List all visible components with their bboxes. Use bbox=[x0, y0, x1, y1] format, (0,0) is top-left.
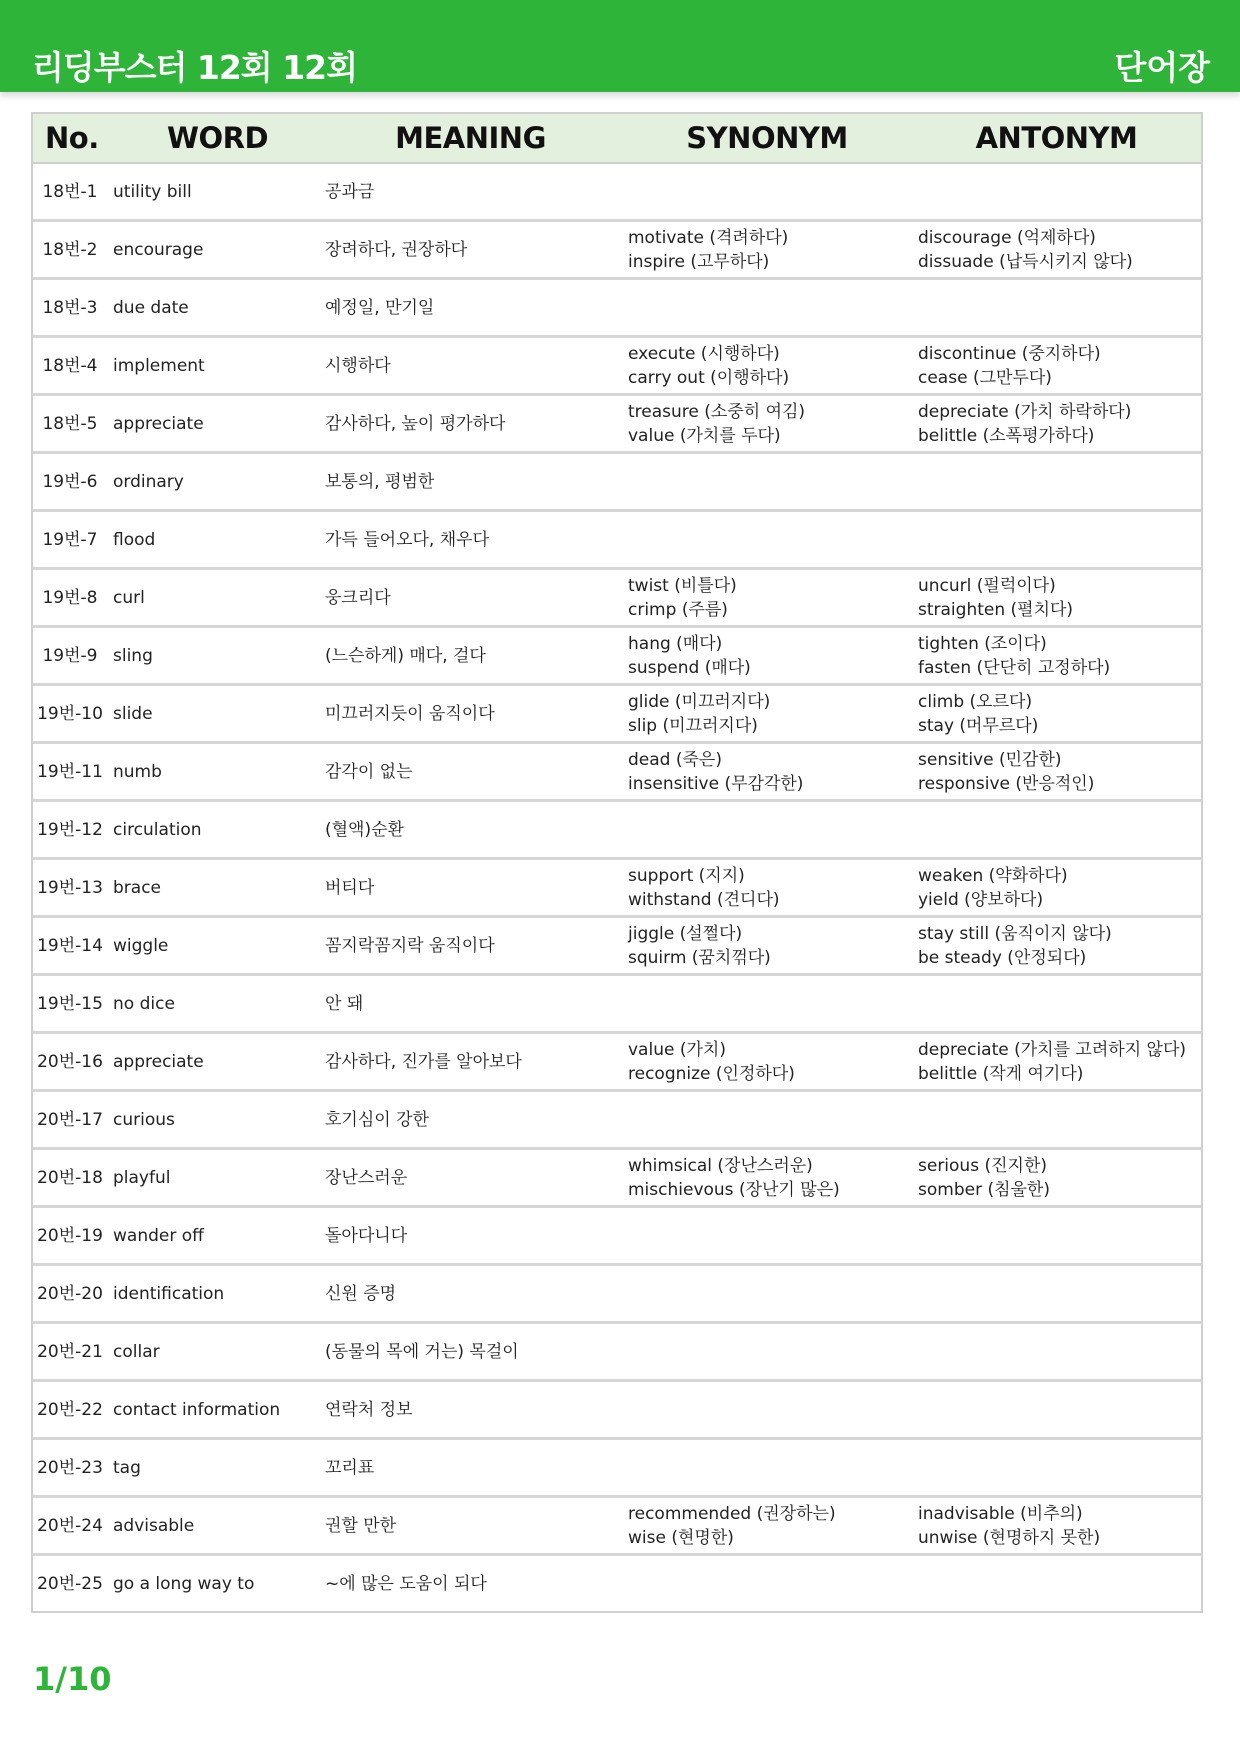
word-cell: curious bbox=[107, 1091, 319, 1149]
word-cell: circulation bbox=[107, 801, 319, 859]
row-number: 18번-3 bbox=[33, 279, 107, 337]
antonym-cell bbox=[912, 1033, 1201, 1091]
meaning-cell: 호기심이 강한 bbox=[319, 1091, 622, 1149]
table-row bbox=[33, 279, 1201, 337]
antonym-cell bbox=[912, 453, 1201, 511]
antonym-entry: climb (오르다) bbox=[918, 691, 1033, 712]
row-number: 20번-21 bbox=[33, 1323, 107, 1381]
antonym-entry: belittle (소폭평가하다) bbox=[918, 425, 1095, 446]
synonym-cell bbox=[622, 627, 912, 685]
antonym-cell bbox=[912, 1091, 1201, 1149]
page-number: 1/10 bbox=[33, 1660, 112, 1698]
synonym-entry: squirm (꿈치꺾다) bbox=[628, 947, 771, 968]
word-cell: playful bbox=[107, 1149, 319, 1207]
synonym-cell bbox=[622, 801, 912, 859]
antonym-cell bbox=[912, 1497, 1201, 1555]
row-number: 20번-20 bbox=[33, 1265, 107, 1323]
word-cell: utility bill bbox=[107, 163, 319, 221]
meaning-cell: 장려하다, 권장하다 bbox=[319, 221, 622, 279]
meaning-cell: 예정일, 만기일 bbox=[319, 279, 622, 337]
synonym-entry: value (가치를 두다) bbox=[628, 425, 781, 446]
synonym-entry: value (가치) bbox=[628, 1039, 726, 1060]
row-number: 18번-4 bbox=[33, 337, 107, 395]
antonym-cell bbox=[912, 337, 1201, 395]
antonym-entry: serious (진지한) bbox=[918, 1155, 1047, 1176]
synonym-cell bbox=[622, 221, 912, 279]
antonym-entry: unwise (현명하지 못한) bbox=[918, 1527, 1101, 1548]
table-row bbox=[33, 917, 1201, 975]
antonym-cell bbox=[912, 569, 1201, 627]
antonym-entry: cease (그만두다) bbox=[918, 367, 1052, 388]
table-row bbox=[33, 1149, 1201, 1207]
meaning-cell: 감사하다, 높이 평가하다 bbox=[319, 395, 622, 453]
meaning-cell: 안 돼 bbox=[319, 975, 622, 1033]
row-number: 19번-12 bbox=[33, 801, 107, 859]
synonym-cell bbox=[622, 1149, 912, 1207]
meaning-cell: 감사하다, 진가를 알아보다 bbox=[319, 1033, 622, 1091]
synonym-entry: withstand (견디다) bbox=[628, 889, 780, 910]
word-cell: implement bbox=[107, 337, 319, 395]
word-cell: sling bbox=[107, 627, 319, 685]
meaning-cell: (동물의 목에 거는) 목걸이 bbox=[319, 1323, 622, 1381]
row-number: 20번-17 bbox=[33, 1091, 107, 1149]
row-number: 19번-13 bbox=[33, 859, 107, 917]
antonym-entry: uncurl (펄럭이다) bbox=[918, 575, 1056, 596]
vocabulary-table-container bbox=[31, 112, 1203, 1613]
page-title: 리딩부스터 12회 12회 bbox=[32, 48, 357, 87]
table-row bbox=[33, 163, 1201, 221]
meaning-cell: 웅크리다 bbox=[319, 569, 622, 627]
meaning-cell: 공과금 bbox=[319, 163, 622, 221]
synonym-cell bbox=[622, 279, 912, 337]
meaning-cell: 돌아다니다 bbox=[319, 1207, 622, 1265]
antonym-cell bbox=[912, 511, 1201, 569]
antonym-cell bbox=[912, 395, 1201, 453]
meaning-cell: (혈액)순환 bbox=[319, 801, 622, 859]
synonym-cell bbox=[622, 1439, 912, 1497]
synonym-entry: jiggle (설쩔다) bbox=[628, 923, 743, 944]
meaning-cell: 장난스러운 bbox=[319, 1149, 622, 1207]
antonym-cell bbox=[912, 801, 1201, 859]
row-number: 19번-10 bbox=[33, 685, 107, 743]
synonym-cell bbox=[622, 337, 912, 395]
row-number: 20번-23 bbox=[33, 1439, 107, 1497]
synonym-cell bbox=[622, 1207, 912, 1265]
synonym-cell bbox=[622, 1555, 912, 1612]
antonym-entry: responsive (반응적인) bbox=[918, 773, 1095, 794]
antonym-cell bbox=[912, 685, 1201, 743]
antonym-entry: somber (침울한) bbox=[918, 1179, 1050, 1200]
synonym-entry: treasure (소중히 여김) bbox=[628, 401, 806, 422]
antonym-entry: discourage (억제하다) bbox=[918, 227, 1096, 248]
table-body bbox=[33, 163, 1201, 1611]
meaning-cell: 버티다 bbox=[319, 859, 622, 917]
word-cell: encourage bbox=[107, 221, 319, 279]
antonym-entry: tighten (조이다) bbox=[918, 633, 1047, 654]
antonym-cell bbox=[912, 279, 1201, 337]
antonym-entry: depreciate (가치 하락하다) bbox=[918, 401, 1132, 422]
column-header-word: WORD bbox=[107, 114, 319, 163]
word-cell: slide bbox=[107, 685, 319, 743]
synonym-entry: crimp (주름) bbox=[628, 599, 728, 620]
synonym-entry: twist (비틀다) bbox=[628, 575, 737, 596]
table-row bbox=[33, 743, 1201, 801]
row-number: 19번-8 bbox=[33, 569, 107, 627]
table-row bbox=[33, 395, 1201, 453]
antonym-entry: stay still (움직이지 않다) bbox=[918, 923, 1112, 944]
antonym-cell bbox=[912, 743, 1201, 801]
synonym-entry: execute (시행하다) bbox=[628, 343, 780, 364]
word-cell: due date bbox=[107, 279, 319, 337]
synonym-entry: motivate (격려하다) bbox=[628, 227, 789, 248]
synonym-entry: suspend (매다) bbox=[628, 657, 751, 678]
synonym-entry: carry out (이행하다) bbox=[628, 367, 790, 388]
synonym-cell bbox=[622, 1265, 912, 1323]
row-number: 20번-24 bbox=[33, 1497, 107, 1555]
meaning-cell: 연락처 정보 bbox=[319, 1381, 622, 1439]
antonym-cell bbox=[912, 1381, 1201, 1439]
antonym-entry: inadvisable (비추의) bbox=[918, 1503, 1083, 1524]
table-row bbox=[33, 1439, 1201, 1497]
synonym-cell bbox=[622, 569, 912, 627]
meaning-cell: 꼼지락꼼지락 움직이다 bbox=[319, 917, 622, 975]
synonym-cell bbox=[622, 511, 912, 569]
synonym-cell bbox=[622, 163, 912, 221]
synonym-cell bbox=[622, 859, 912, 917]
word-cell: collar bbox=[107, 1323, 319, 1381]
antonym-cell bbox=[912, 975, 1201, 1033]
antonym-entry: straighten (펼치다) bbox=[918, 599, 1074, 620]
meaning-cell: 신원 증명 bbox=[319, 1265, 622, 1323]
row-number: 20번-22 bbox=[33, 1381, 107, 1439]
table-row bbox=[33, 975, 1201, 1033]
synonym-cell bbox=[622, 395, 912, 453]
row-number: 19번-9 bbox=[33, 627, 107, 685]
row-number: 20번-18 bbox=[33, 1149, 107, 1207]
vocabulary-label: 단어장 bbox=[1114, 48, 1210, 87]
antonym-cell bbox=[912, 917, 1201, 975]
synonym-cell bbox=[622, 1033, 912, 1091]
synonym-entry: glide (미끄러지다) bbox=[628, 691, 771, 712]
table-row bbox=[33, 859, 1201, 917]
vocabulary-table bbox=[33, 114, 1201, 1611]
synonym-cell bbox=[622, 685, 912, 743]
synonym-cell bbox=[622, 975, 912, 1033]
meaning-cell: 꼬리표 bbox=[319, 1439, 622, 1497]
word-cell: wiggle bbox=[107, 917, 319, 975]
table-row bbox=[33, 685, 1201, 743]
row-number: 19번-7 bbox=[33, 511, 107, 569]
antonym-cell bbox=[912, 1323, 1201, 1381]
antonym-cell bbox=[912, 1207, 1201, 1265]
column-header-meaning: MEANING bbox=[319, 114, 622, 163]
antonym-entry: depreciate (가치를 고려하지 않다) bbox=[918, 1039, 1187, 1060]
word-cell: brace bbox=[107, 859, 319, 917]
word-cell: tag bbox=[107, 1439, 319, 1497]
synonym-cell bbox=[622, 743, 912, 801]
synonym-entry: dead (죽은) bbox=[628, 749, 722, 770]
synonym-entry: slip (미끄러지다) bbox=[628, 715, 758, 736]
synonym-entry: hang (매다) bbox=[628, 633, 723, 654]
antonym-entry: stay (머무르다) bbox=[918, 715, 1039, 736]
word-cell: wander off bbox=[107, 1207, 319, 1265]
table-row bbox=[33, 221, 1201, 279]
meaning-cell: 권할 만한 bbox=[319, 1497, 622, 1555]
table-row bbox=[33, 801, 1201, 859]
synonym-cell bbox=[622, 1091, 912, 1149]
table-header bbox=[33, 114, 1201, 163]
word-cell: contact information bbox=[107, 1381, 319, 1439]
antonym-entry: belittle (작게 여기다) bbox=[918, 1063, 1084, 1084]
table-row bbox=[33, 337, 1201, 395]
antonym-entry: dissuade (납득시키지 않다) bbox=[918, 251, 1133, 272]
row-number: 18번-2 bbox=[33, 221, 107, 279]
meaning-cell: 보통의, 평범한 bbox=[319, 453, 622, 511]
synonym-cell bbox=[622, 1497, 912, 1555]
word-cell: go a long way to bbox=[113, 1573, 255, 1594]
synonym-entry: recognize (인정하다) bbox=[628, 1063, 795, 1084]
table-row bbox=[33, 1265, 1201, 1323]
word-cell: identification bbox=[107, 1265, 319, 1323]
antonym-cell bbox=[912, 627, 1201, 685]
meaning-cell: 시행하다 bbox=[319, 337, 622, 395]
row-number: 20번-16 bbox=[33, 1033, 107, 1091]
antonym-cell bbox=[912, 1149, 1201, 1207]
table-row bbox=[33, 1091, 1201, 1149]
row-number: 19번-14 bbox=[33, 917, 107, 975]
synonym-entry: insensitive (무감각한) bbox=[628, 773, 804, 794]
row-number: 20번-19 bbox=[33, 1207, 107, 1265]
synonym-entry: inspire (고무하다) bbox=[628, 251, 770, 272]
meaning-cell: 감각이 없는 bbox=[319, 743, 622, 801]
row-number: 18번-5 bbox=[33, 395, 107, 453]
antonym-entry: be steady (안정되다) bbox=[918, 947, 1087, 968]
table-row bbox=[33, 1497, 1201, 1555]
row-number: 19번-15 bbox=[33, 975, 107, 1033]
synonym-cell bbox=[622, 1323, 912, 1381]
meaning-cell: ~에 많은 도움이 되다 bbox=[325, 1573, 487, 1594]
word-cell: flood bbox=[107, 511, 319, 569]
column-header-no: No. bbox=[33, 114, 107, 163]
table-row bbox=[33, 569, 1201, 627]
column-header-synonym: SYNONYM bbox=[622, 114, 912, 163]
meaning-cell: (느슨하게) 매다, 걸다 bbox=[319, 627, 622, 685]
page-header bbox=[0, 0, 1240, 92]
synonym-cell bbox=[622, 453, 912, 511]
antonym-entry: discontinue (중지하다) bbox=[918, 343, 1101, 364]
synonym-entry: wise (현명한) bbox=[628, 1527, 734, 1548]
synonym-cell bbox=[622, 1381, 912, 1439]
antonym-cell bbox=[912, 1265, 1201, 1323]
table-row bbox=[33, 1207, 1201, 1265]
word-cell: advisable bbox=[107, 1497, 319, 1555]
column-header-antonym: ANTONYM bbox=[912, 114, 1201, 163]
table-row bbox=[33, 1033, 1201, 1091]
antonym-entry: fasten (단단히 고정하다) bbox=[918, 657, 1111, 678]
meaning-cell: 미끄러지듯이 움직이다 bbox=[319, 685, 622, 743]
antonym-cell bbox=[912, 1555, 1201, 1612]
antonym-entry: sensitive (민감한) bbox=[918, 749, 1062, 770]
synonym-cell bbox=[622, 917, 912, 975]
table-row bbox=[33, 1323, 1201, 1381]
antonym-cell bbox=[912, 221, 1201, 279]
antonym-cell bbox=[912, 163, 1201, 221]
synonym-entry: mischievous (장난기 많은) bbox=[628, 1179, 840, 1200]
row-number: 19번-11 bbox=[33, 743, 107, 801]
meaning-cell: 가득 들어오다, 채우다 bbox=[319, 511, 622, 569]
word-cell: no dice bbox=[107, 975, 319, 1033]
row-number: 18번-1 bbox=[33, 163, 107, 221]
word-cell: appreciate bbox=[107, 395, 319, 453]
word-cell: appreciate bbox=[107, 1033, 319, 1091]
antonym-cell bbox=[912, 1439, 1201, 1497]
table-row bbox=[33, 1381, 1201, 1439]
synonym-entry: support (지지) bbox=[628, 865, 745, 886]
antonym-entry: yield (양보하다) bbox=[918, 889, 1044, 910]
word-cell: ordinary bbox=[107, 453, 319, 511]
synonym-entry: whimsical (장난스러운) bbox=[628, 1155, 813, 1176]
row-number: 19번-6 bbox=[33, 453, 107, 511]
word-cell: numb bbox=[107, 743, 319, 801]
table-row bbox=[33, 511, 1201, 569]
word-cell: curl bbox=[107, 569, 319, 627]
antonym-cell bbox=[912, 859, 1201, 917]
synonym-entry: recommended (권장하는) bbox=[628, 1503, 836, 1524]
table-row bbox=[33, 627, 1201, 685]
table-row bbox=[33, 1555, 1201, 1612]
antonym-entry: weaken (약화하다) bbox=[918, 865, 1068, 886]
row-number: 20번-25 bbox=[37, 1573, 103, 1594]
table-row bbox=[33, 453, 1201, 511]
